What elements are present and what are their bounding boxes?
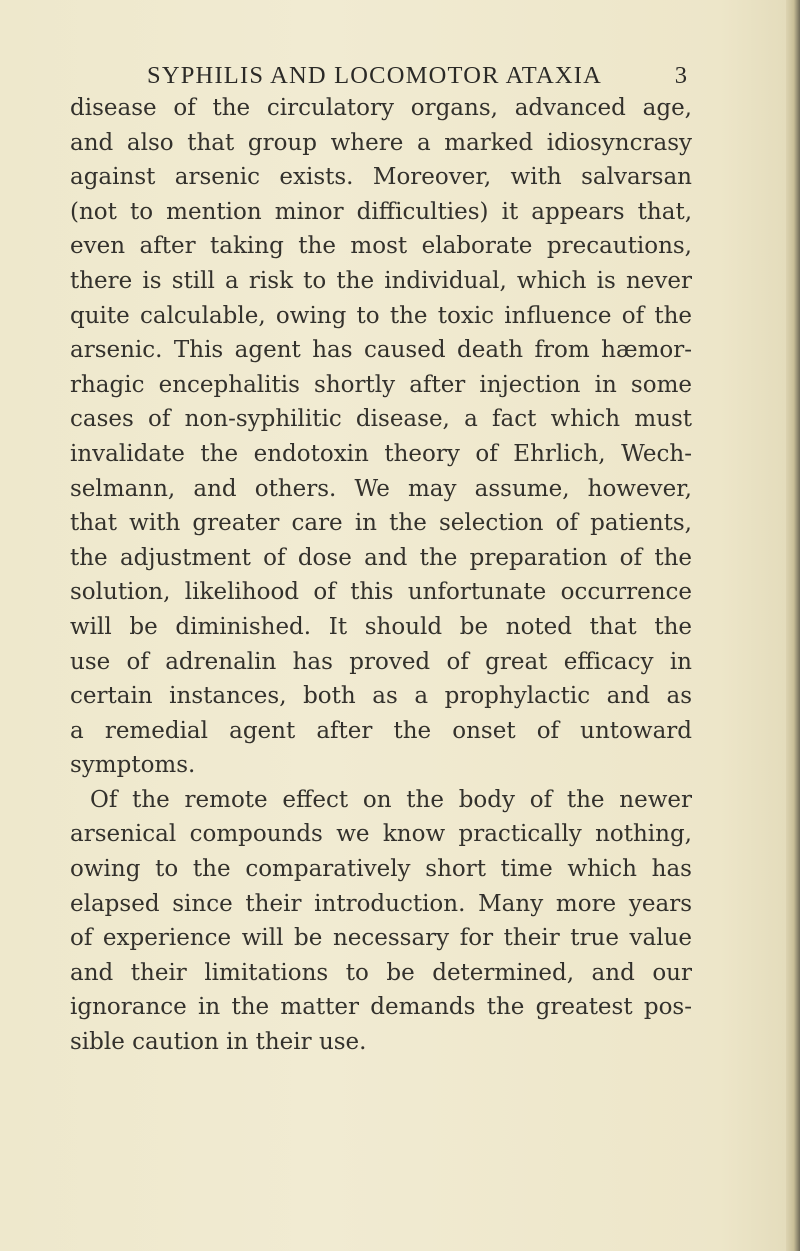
text-line: arsenic. This agent has caused death from hæmor- (70, 337, 692, 364)
text-line: invalidate the endotoxin theory of Ehrlich, Wech- (70, 440, 692, 467)
text-line: arsenical compounds we know practically nothing, (70, 821, 692, 848)
text-line: selmann, and others. We may assume, however, (70, 475, 692, 502)
text-line: (not to mention minor difficulties) it appears that, (70, 198, 692, 225)
text-line: the adjustment of dose and the preparation of the (70, 544, 692, 571)
text-line: a remedial agent after the onset of untoward (70, 717, 692, 744)
paragraph-2 (70, 783, 692, 1060)
text-line: against arsenic exists. Moreover, with salvarsan (70, 164, 692, 191)
text-line: solution, likelihood of this unfortunate occurrence (70, 579, 692, 606)
text-line: will be diminished. It should be noted that the (70, 613, 692, 640)
text-line: ignorance in the matter demands the greatest pos- (70, 994, 692, 1021)
text-line: and their limitations to be determined, and our (70, 959, 692, 986)
text-line: even after taking the most elaborate precautions, (70, 233, 692, 260)
text-line: there is still a risk to the individual, which is never (70, 267, 692, 294)
text-line: that with greater care in the selection of patients, (70, 510, 692, 537)
text-line: elapsed since their introduction. Many more years (70, 890, 692, 917)
page-number: 3 (674, 62, 687, 89)
paragraph-1 (70, 91, 692, 783)
text-line: owing to the comparatively short time which has (70, 856, 692, 883)
text-line: certain instances, both as a prophylactic and as (70, 683, 692, 710)
text-line: of experience will be necessary for their true value (70, 925, 692, 952)
text-line: disease of the circulatory organs, advanced age, (70, 95, 692, 121)
text-line: symptoms. (70, 752, 196, 779)
text-line: quite calculable, owing to the toxic influence of the (70, 302, 692, 329)
text-line: rhagic encephalitis shortly after injection in some (70, 371, 692, 398)
text-line: Of the remote effect on the body of the newer (90, 786, 692, 813)
running-title: SYPHILIS AND LOCOMOTOR ATAXIA (147, 62, 603, 89)
text-line: sible caution in their use. (70, 1029, 367, 1056)
text-line: cases of non-syphilitic disease, a fact which must (70, 406, 692, 433)
text-line: and also that group where a marked idiosyncrasy (70, 129, 692, 156)
body-text (70, 91, 692, 1060)
text-line: use of adrenalin has proved of great efficacy in (70, 648, 692, 675)
page-edge-shadow (786, 0, 800, 1251)
